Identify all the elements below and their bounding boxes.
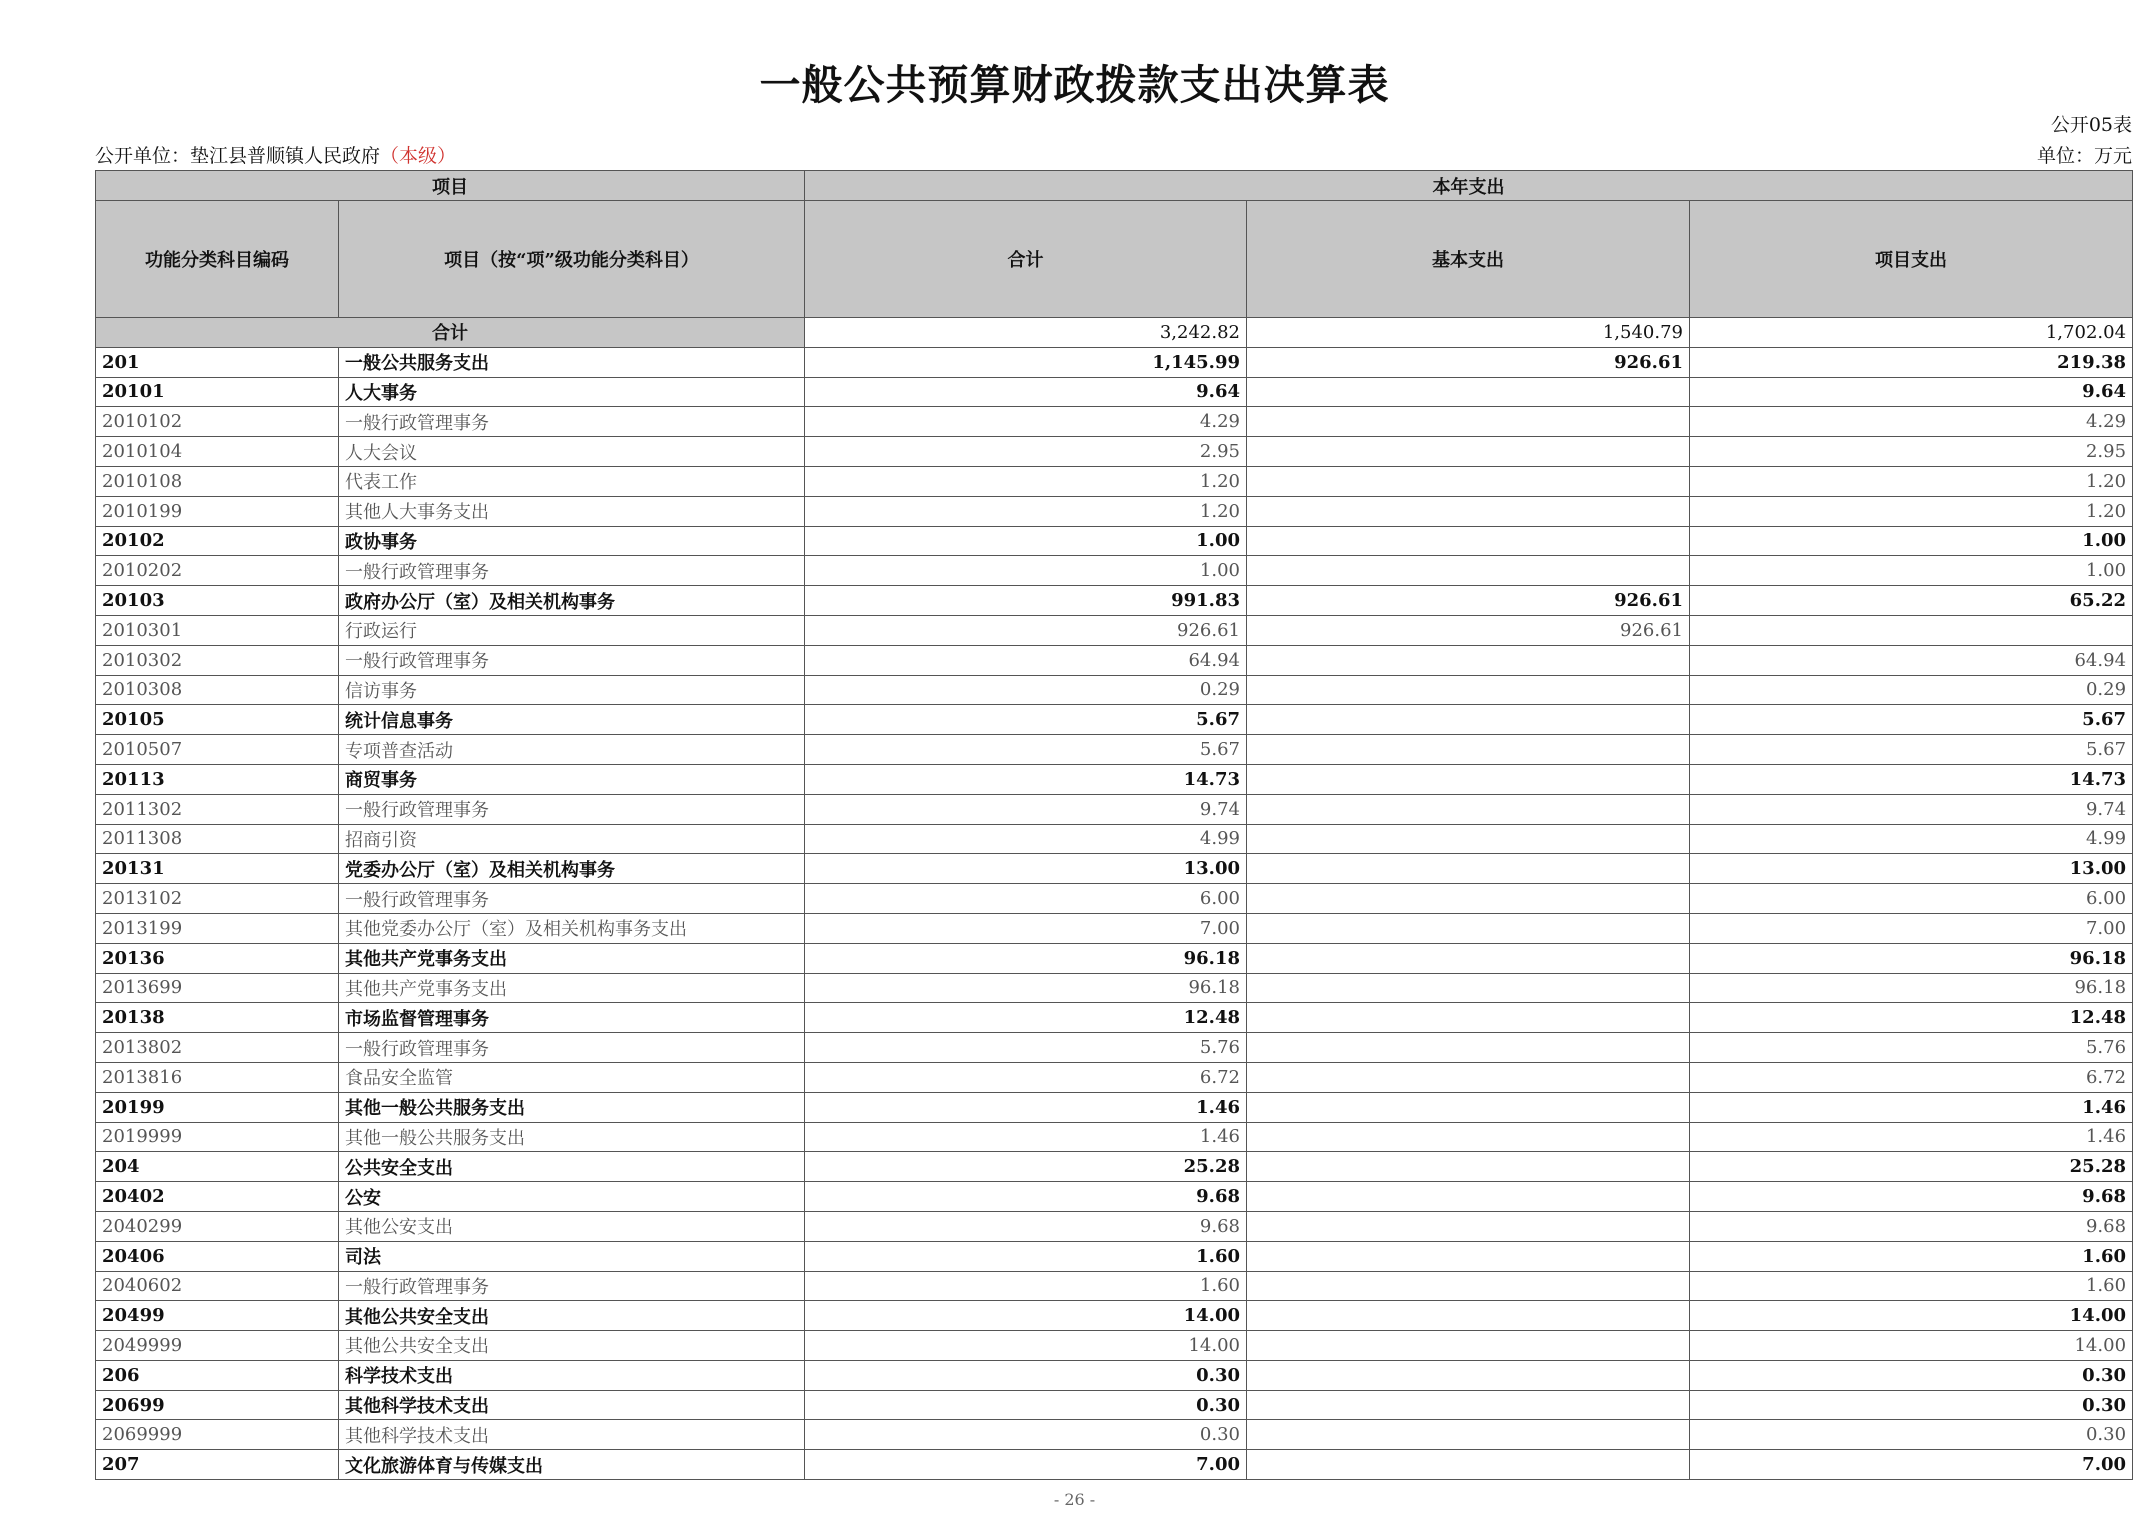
table-row xyxy=(96,1152,2133,1182)
cell-total: 7.00 xyxy=(805,913,1247,943)
table-row xyxy=(96,1182,2133,1212)
cell-total: 991.83 xyxy=(805,586,1247,616)
header-code: 功能分类科目编码 xyxy=(96,201,339,318)
table-row xyxy=(96,764,2133,794)
table-row xyxy=(96,1420,2133,1450)
cell-code: 2049999 xyxy=(96,1331,339,1361)
cell-total: 0.30 xyxy=(805,1420,1247,1450)
cell-code: 2010507 xyxy=(96,735,339,765)
cell-project: 1.60 xyxy=(1690,1241,2133,1271)
cell-total: 5.67 xyxy=(805,705,1247,735)
cell-name: 一般行政管理事务 xyxy=(339,1033,805,1063)
cell-basic xyxy=(1247,943,1690,973)
cell-basic xyxy=(1247,735,1690,765)
cell-total: 1.00 xyxy=(805,526,1247,556)
cell-name: 商贸事务 xyxy=(339,764,805,794)
form-number: 公开05表 xyxy=(2050,114,2132,136)
cell-total: 14.00 xyxy=(805,1301,1247,1331)
cell-total: 4.99 xyxy=(805,824,1247,854)
table-row xyxy=(96,705,2133,735)
cell-name: 市场监督管理事务 xyxy=(339,1003,805,1033)
cell-basic xyxy=(1247,1390,1690,1420)
cell-name: 其他共产党事务支出 xyxy=(339,943,805,973)
cell-code: 2010308 xyxy=(96,675,339,705)
cell-code: 2010102 xyxy=(96,407,339,437)
table-row xyxy=(96,377,2133,407)
cell-basic xyxy=(1247,705,1690,735)
cell-basic xyxy=(1247,764,1690,794)
cell-project: 6.00 xyxy=(1690,884,2133,914)
cell-project xyxy=(1690,615,2133,645)
cell-code: 20138 xyxy=(96,1003,339,1033)
cell-basic xyxy=(1247,1003,1690,1033)
cell-basic xyxy=(1247,1152,1690,1182)
cell-basic xyxy=(1247,526,1690,556)
cell-total: 12.48 xyxy=(805,1003,1247,1033)
table-row xyxy=(96,913,2133,943)
cell-basic xyxy=(1247,1211,1690,1241)
cell-project: 14.73 xyxy=(1690,764,2133,794)
table-row xyxy=(96,735,2133,765)
cell-project: 9.74 xyxy=(1690,794,2133,824)
cell-total: 9.64 xyxy=(805,377,1247,407)
table-row xyxy=(96,1122,2133,1152)
cell-name: 其他科学技术支出 xyxy=(339,1390,805,1420)
cell-project: 5.76 xyxy=(1690,1033,2133,1063)
cell-project: 9.68 xyxy=(1690,1211,2133,1241)
cell-project: 7.00 xyxy=(1690,1450,2133,1480)
cell-project: 13.00 xyxy=(1690,854,2133,884)
cell-name: 其他一般公共服务支出 xyxy=(339,1092,805,1122)
cell-code: 2011308 xyxy=(96,824,339,854)
cell-total: 7.00 xyxy=(805,1450,1247,1480)
table-row xyxy=(96,1092,2133,1122)
cell-project: 1.46 xyxy=(1690,1092,2133,1122)
table-row xyxy=(96,1450,2133,1480)
cell-code: 2013102 xyxy=(96,884,339,914)
cell-name: 公共安全支出 xyxy=(339,1152,805,1182)
cell-basic xyxy=(1247,1092,1690,1122)
table-row xyxy=(96,854,2133,884)
cell-project: 1.60 xyxy=(1690,1271,2133,1301)
cell-basic xyxy=(1247,973,1690,1003)
cell-code: 2010199 xyxy=(96,496,339,526)
table-row xyxy=(96,1241,2133,1271)
cell-basic xyxy=(1247,675,1690,705)
cell-code: 2069999 xyxy=(96,1420,339,1450)
cell-total: 1.20 xyxy=(805,496,1247,526)
cell-total: 6.00 xyxy=(805,884,1247,914)
header-project-exp: 项目支出 xyxy=(1690,201,2133,318)
cell-name: 一般行政管理事务 xyxy=(339,884,805,914)
cell-name: 专项普查活动 xyxy=(339,735,805,765)
cell-basic xyxy=(1247,913,1690,943)
reporting-unit xyxy=(95,141,456,168)
cell-total: 9.68 xyxy=(805,1182,1247,1212)
cell-basic xyxy=(1247,824,1690,854)
cell-project: 6.72 xyxy=(1690,1062,2133,1092)
cell-total: 6.72 xyxy=(805,1062,1247,1092)
expenditure-table xyxy=(95,170,2133,1480)
cell-basic xyxy=(1247,377,1690,407)
cell-code: 2040602 xyxy=(96,1271,339,1301)
cell-project: 0.30 xyxy=(1690,1390,2133,1420)
cell-basic: 926.61 xyxy=(1247,615,1690,645)
table-body xyxy=(96,318,2133,1480)
cell-code: 20199 xyxy=(96,1092,339,1122)
cell-name: 文化旅游体育与传媒支出 xyxy=(339,1450,805,1480)
header-current-year: 本年支出 xyxy=(805,171,2133,201)
cell-code: 2013699 xyxy=(96,973,339,1003)
cell-code: 20699 xyxy=(96,1390,339,1420)
table-row xyxy=(96,1211,2133,1241)
cell-basic xyxy=(1247,1122,1690,1152)
cell-name: 公安 xyxy=(339,1182,805,1212)
table-row xyxy=(96,615,2133,645)
table-row xyxy=(96,824,2133,854)
cell-basic: 926.61 xyxy=(1247,586,1690,616)
unit-name: 垫江县普顺镇人民政府 xyxy=(190,145,381,167)
cell-total: 64.94 xyxy=(805,645,1247,675)
cell-name: 一般行政管理事务 xyxy=(339,645,805,675)
cell-name: 统计信息事务 xyxy=(339,705,805,735)
cell-name: 其他人大事务支出 xyxy=(339,496,805,526)
cell-project: 65.22 xyxy=(1690,586,2133,616)
cell-basic xyxy=(1247,437,1690,467)
cell-project: 0.30 xyxy=(1690,1420,2133,1450)
cell-project: 5.67 xyxy=(1690,735,2133,765)
table-row xyxy=(96,1062,2133,1092)
page-number: - 26 - xyxy=(1053,1490,1096,1509)
cell-total: 1.46 xyxy=(805,1092,1247,1122)
cell-basic xyxy=(1247,1301,1690,1331)
cell-project: 1.00 xyxy=(1690,526,2133,556)
total-label: 合计 xyxy=(96,318,805,348)
cell-code: 2010302 xyxy=(96,645,339,675)
header-item: 项目（按“项”级功能分类科目） xyxy=(339,201,805,318)
cell-total: 96.18 xyxy=(805,943,1247,973)
cell-name: 政协事务 xyxy=(339,526,805,556)
cell-code: 2040299 xyxy=(96,1211,339,1241)
cell-total: 9.68 xyxy=(805,1211,1247,1241)
cell-total: 0.29 xyxy=(805,675,1247,705)
cell-project: 2.95 xyxy=(1690,437,2133,467)
cell-name: 其他公安支出 xyxy=(339,1211,805,1241)
cell-code: 20102 xyxy=(96,526,339,556)
cell-total: 14.73 xyxy=(805,764,1247,794)
cell-total: 926.61 xyxy=(805,615,1247,645)
cell-code: 20103 xyxy=(96,586,339,616)
cell-project: 14.00 xyxy=(1690,1331,2133,1361)
header-total: 合计 xyxy=(805,201,1247,318)
cell-project: 7.00 xyxy=(1690,913,2133,943)
cell-name: 一般行政管理事务 xyxy=(339,1271,805,1301)
cell-name: 人大会议 xyxy=(339,437,805,467)
cell-total: 1.00 xyxy=(805,556,1247,586)
cell-total: 5.67 xyxy=(805,735,1247,765)
table-row xyxy=(96,437,2133,467)
cell-project: 4.29 xyxy=(1690,407,2133,437)
cell-basic xyxy=(1247,884,1690,914)
table-row xyxy=(96,1331,2133,1361)
cell-code: 2013816 xyxy=(96,1062,339,1092)
table-row xyxy=(96,347,2133,377)
cell-name: 代表工作 xyxy=(339,466,805,496)
cell-code: 20499 xyxy=(96,1301,339,1331)
cell-total: 2.95 xyxy=(805,437,1247,467)
table-row xyxy=(96,586,2133,616)
cell-basic xyxy=(1247,1033,1690,1063)
cell-code: 207 xyxy=(96,1450,339,1480)
cell-code: 2019999 xyxy=(96,1122,339,1152)
cell-project: 219.38 xyxy=(1690,347,2133,377)
cell-project: 9.68 xyxy=(1690,1182,2133,1212)
table-row xyxy=(96,1003,2133,1033)
unit-suffix: （本级） xyxy=(380,145,457,167)
table-row xyxy=(96,645,2133,675)
cell-name: 其他公共安全支出 xyxy=(339,1301,805,1331)
table-row xyxy=(96,1033,2133,1063)
cell-name: 党委办公厅（室）及相关机构事务 xyxy=(339,854,805,884)
cell-project: 9.64 xyxy=(1690,377,2133,407)
header-basic: 基本支出 xyxy=(1247,201,1690,318)
cell-name: 司法 xyxy=(339,1241,805,1271)
table-row xyxy=(96,1301,2133,1331)
currency-unit: 单位：万元 xyxy=(2036,145,2132,167)
cell-name: 科学技术支出 xyxy=(339,1360,805,1390)
cell-code: 20402 xyxy=(96,1182,339,1212)
table-row xyxy=(96,556,2133,586)
cell-basic xyxy=(1247,1360,1690,1390)
cell-code: 20136 xyxy=(96,943,339,973)
cell-project: 1.00 xyxy=(1690,556,2133,586)
table-row xyxy=(96,884,2133,914)
cell-total: 9.74 xyxy=(805,794,1247,824)
cell-code: 204 xyxy=(96,1152,339,1182)
cell-code: 2013199 xyxy=(96,913,339,943)
cell-total: 1.60 xyxy=(805,1241,1247,1271)
cell-basic xyxy=(1247,1062,1690,1092)
cell-name: 一般行政管理事务 xyxy=(339,794,805,824)
table-row xyxy=(96,496,2133,526)
cell-basic xyxy=(1247,556,1690,586)
cell-total: 5.76 xyxy=(805,1033,1247,1063)
table-row xyxy=(96,526,2133,556)
cell-basic xyxy=(1247,854,1690,884)
cell-code: 2010301 xyxy=(96,615,339,645)
cell-project: 14.00 xyxy=(1690,1301,2133,1331)
cell-project: 64.94 xyxy=(1690,645,2133,675)
cell-project: 12.48 xyxy=(1690,1003,2133,1033)
cell-total: 0.30 xyxy=(805,1390,1247,1420)
cell-total: 25.28 xyxy=(805,1152,1247,1182)
header-project: 项目 xyxy=(96,171,805,201)
cell-code: 2013802 xyxy=(96,1033,339,1063)
total-basic: 1,540.79 xyxy=(1247,318,1690,348)
unit-label: 公开单位： xyxy=(95,145,191,167)
cell-basic xyxy=(1247,1271,1690,1301)
cell-code: 2010108 xyxy=(96,466,339,496)
cell-name: 食品安全监管 xyxy=(339,1062,805,1092)
cell-basic xyxy=(1247,496,1690,526)
cell-total: 14.00 xyxy=(805,1331,1247,1361)
cell-name: 一般公共服务支出 xyxy=(339,347,805,377)
cell-project: 0.30 xyxy=(1690,1360,2133,1390)
cell-project: 1.20 xyxy=(1690,466,2133,496)
cell-total: 1.20 xyxy=(805,466,1247,496)
cell-project: 5.67 xyxy=(1690,705,2133,735)
cell-basic: 926.61 xyxy=(1247,347,1690,377)
cell-project: 96.18 xyxy=(1690,973,2133,1003)
cell-total: 1,145.99 xyxy=(805,347,1247,377)
cell-name: 信访事务 xyxy=(339,675,805,705)
table-row xyxy=(96,466,2133,496)
cell-basic xyxy=(1247,1331,1690,1361)
cell-total: 1.46 xyxy=(805,1122,1247,1152)
cell-code: 2010202 xyxy=(96,556,339,586)
total-project: 1,702.04 xyxy=(1690,318,2133,348)
cell-name: 人大事务 xyxy=(339,377,805,407)
cell-code: 20131 xyxy=(96,854,339,884)
cell-name: 行政运行 xyxy=(339,615,805,645)
table-row xyxy=(96,675,2133,705)
cell-basic xyxy=(1247,1241,1690,1271)
cell-name: 其他共产党事务支出 xyxy=(339,973,805,1003)
cell-code: 201 xyxy=(96,347,339,377)
cell-code: 2011302 xyxy=(96,794,339,824)
total-sum: 3,242.82 xyxy=(805,318,1247,348)
cell-name: 一般行政管理事务 xyxy=(339,407,805,437)
cell-basic xyxy=(1247,645,1690,675)
cell-total: 13.00 xyxy=(805,854,1247,884)
page-title: 一般公共预算财政拨款支出决算表 xyxy=(759,61,1390,109)
cell-project: 1.20 xyxy=(1690,496,2133,526)
cell-name: 政府办公厅（室）及相关机构事务 xyxy=(339,586,805,616)
cell-code: 20406 xyxy=(96,1241,339,1271)
cell-name: 其他一般公共服务支出 xyxy=(339,1122,805,1152)
cell-project: 25.28 xyxy=(1690,1152,2133,1182)
cell-project: 0.29 xyxy=(1690,675,2133,705)
cell-total: 1.60 xyxy=(805,1271,1247,1301)
table-row xyxy=(96,1271,2133,1301)
table-row xyxy=(96,1360,2133,1390)
cell-code: 20113 xyxy=(96,764,339,794)
cell-project: 96.18 xyxy=(1690,943,2133,973)
cell-name: 其他公共安全支出 xyxy=(339,1331,805,1361)
table-row xyxy=(96,943,2133,973)
cell-code: 20105 xyxy=(96,705,339,735)
cell-project: 1.46 xyxy=(1690,1122,2133,1152)
cell-basic xyxy=(1247,1420,1690,1450)
table-row xyxy=(96,1390,2133,1420)
table-row xyxy=(96,794,2133,824)
cell-code: 2010104 xyxy=(96,437,339,467)
cell-total: 96.18 xyxy=(805,973,1247,1003)
cell-name: 招商引资 xyxy=(339,824,805,854)
cell-total: 4.29 xyxy=(805,407,1247,437)
cell-project: 4.99 xyxy=(1690,824,2133,854)
cell-basic xyxy=(1247,1450,1690,1480)
cell-name: 其他科学技术支出 xyxy=(339,1420,805,1450)
cell-total: 0.30 xyxy=(805,1360,1247,1390)
cell-basic xyxy=(1247,407,1690,437)
cell-code: 206 xyxy=(96,1360,339,1390)
cell-code: 20101 xyxy=(96,377,339,407)
cell-basic xyxy=(1247,466,1690,496)
table-row xyxy=(96,973,2133,1003)
total-row xyxy=(96,318,2133,348)
cell-basic xyxy=(1247,794,1690,824)
table-row xyxy=(96,407,2133,437)
cell-name: 一般行政管理事务 xyxy=(339,556,805,586)
cell-name: 其他党委办公厅（室）及相关机构事务支出 xyxy=(339,913,805,943)
unit-info-row xyxy=(95,141,2132,167)
cell-basic xyxy=(1247,1182,1690,1212)
